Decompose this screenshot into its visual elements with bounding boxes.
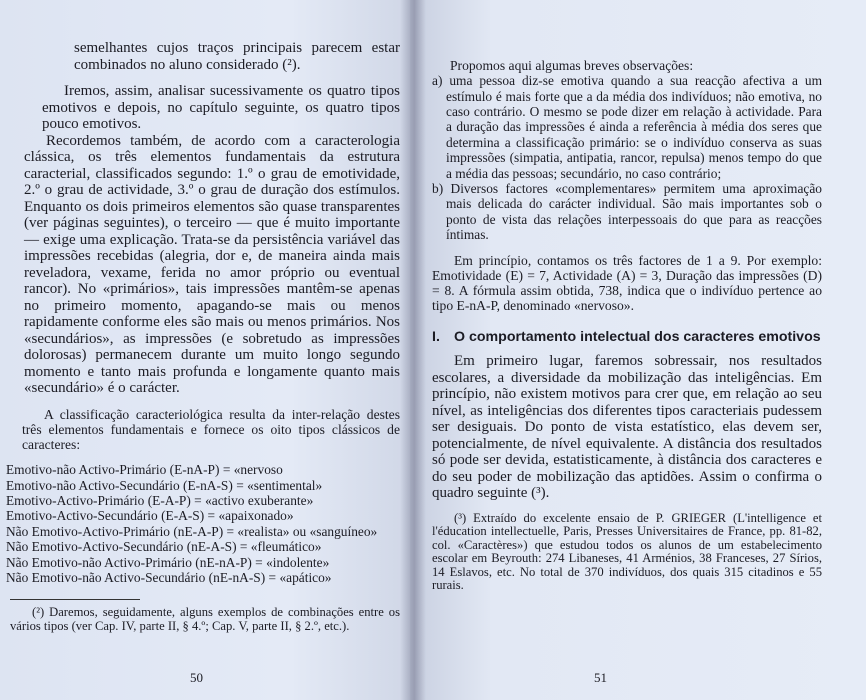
book-gutter xyxy=(400,0,426,700)
observation-a: a) uma pessoa diz-se emotiva quando a sua reacção afectiva a um estímulo é mais forte que a da média dos indivíduos; não emotiva, no caso contrário. O mesmo se pode dizer em relação à actividade. Para a duração das impressões é ainda a referência à média dos seres que determina a classificação primário: se o indivíduo conserva as suas impressões (simpatia, antipatia, rancor, repulsa) menos tempo do que a média das pessoas; secundário, no caso contrário; xyxy=(432,73,822,181)
left-page xyxy=(0,0,414,700)
character-types-list xyxy=(4,462,400,585)
observation-b: b) Diversos factores «complementares» permitem uma aproximação mais delicada do carácter individual. São mais importantes sob o ponto de vista das relações interpessoais do que para as reacções íntimas. xyxy=(432,181,822,243)
left-paragraph-2: Iremos, assim, analisar sucessivamente os quatro tipos emotivos e depois, no capítulo seguinte, os quatro tipos pouco emotivos. xyxy=(42,83,400,132)
formula-paragraph: Em princípio, contamos os três factores de 1 a 9. Por exemplo: Emotividade (E) = 7, Actividade (A) = 3, Duração das impressões (D) = 8. A fórmula assim obtida, 738, indica que o indivíduo pertence ao tipo E-nA-P, denominado «nervoso». xyxy=(432,252,822,314)
left-paragraph-3: Recordemos também, de acordo com a caracterologia clássica, os três elementos fundamentais da estrutura caracterial, classificados segundo: 1.º o grau de emotividade, 2.º o grau de actividade, 3.º o grau de duração dos estímulos. Enquanto os dois primeiros elementos são quase transparentes (ver páginas seguintes), o terceiro — que é muito importante — exige uma explicação. Trata-se da persistência variável das impressões recebidas (alegria, dor e, de maneira ainda mais reveladora, vexame, ferida no amor próprio ou eventual rancor). No «primários», tais impressões mantêm-se apenas no primeiro momento, apagando-se mais ou menos rapidamente conforme eles são mais ou menos primários. Nos «secundários», as impressões (e sobretudo as impressões dolorosas) permanecem durante um muito longo segundo momento e tanto mais profunda e longamente quanto mais «secundário» é o carácter. xyxy=(24,132,400,396)
right-footnote: (³) Extraído do excelente ensaio de P. GRIEGER (L'intelligence et l'éducation intellectuelle, Paris, Presses Universitaires de France, pp. 81-82, col. «Caractères») que estudou todos os alunos de um estabelecimento escolar em Beyrouth: 274 Libaneses, 41 Arménios, 38 Franceses, 27 Sírios, 14 Eslavos, etc. No total de 370 indivíduos, dos quais 315 citadinos e 55 rurais. xyxy=(432,510,822,593)
type-item: Não Emotivo-não Activo-Primário (nE-nA-P) = «indolente» xyxy=(6,554,330,570)
section-title: O comportamento intelectual dos caracteres emotivos xyxy=(454,329,821,346)
page-number-left: 50 xyxy=(190,670,203,685)
section-heading xyxy=(432,329,822,345)
footnote-divider xyxy=(10,599,140,600)
right-page xyxy=(410,0,866,700)
section-number: I. xyxy=(432,329,440,346)
type-item: Emotivo-Activo-Secundário (E-A-S) = «apaixonado» xyxy=(6,508,294,524)
left-paragraph-4: A classificação caracteriológica resulta da inter-relação destes três elementos fundamentais e fornece os oito tipos clássicos de caracteres: xyxy=(22,406,400,452)
type-item: Não Emotivo-não Activo-Secundário (nE-nA-S) = «apático» xyxy=(6,569,332,585)
type-item: Não Emotivo-Activo-Primário (nE-A-P) = «realista» ou «sanguíneo» xyxy=(6,523,378,539)
left-footnote: (²) Daremos, seguidamente, alguns exemplos de combinações entre os vários tipos (ver Cap. IV, parte II, § 4.º; Cap. V, parte II, § 2.º, etc.). xyxy=(10,605,400,633)
right-body: Em primeiro lugar, faremos sobressair, nos resultados escolares, a diversidade da mobilização das inteligências. Em princípio, não existem motivos para crer que, em relação ao seu nível, as inteligências dos diferentes tipos caracteriais pudessem ser desiguais. Do ponto de vista estatístico, elas devem ser, potencialmente, de nível equivalente. A distância dos resultados só pode ser devida, estatisticamente, à distância dos caracteres e do seu poder de mobilização das aptidões. Assim o confirma o quadro seguinte (³). xyxy=(432,353,822,502)
type-item: Emotivo-não Activo-Secundário (E-nA-S) = «sentimental» xyxy=(6,477,323,493)
type-item: Não Emotivo-Activo-Secundário (nE-A-S) = «fleumático» xyxy=(6,539,322,555)
left-paragraph-1: semelhantes cujos traços principais parecem estar combinados no aluno considerado (²). xyxy=(74,40,400,73)
page-number-right: 51 xyxy=(594,670,607,685)
right-intro: Propomos aqui algumas breves observações: xyxy=(450,58,694,73)
type-item: Emotivo-não Activo-Primário (E-nA-P) = «nervoso xyxy=(6,462,283,478)
type-item: Emotivo-Activo-Primário (E-A-P) = «activo exuberante» xyxy=(6,492,314,508)
